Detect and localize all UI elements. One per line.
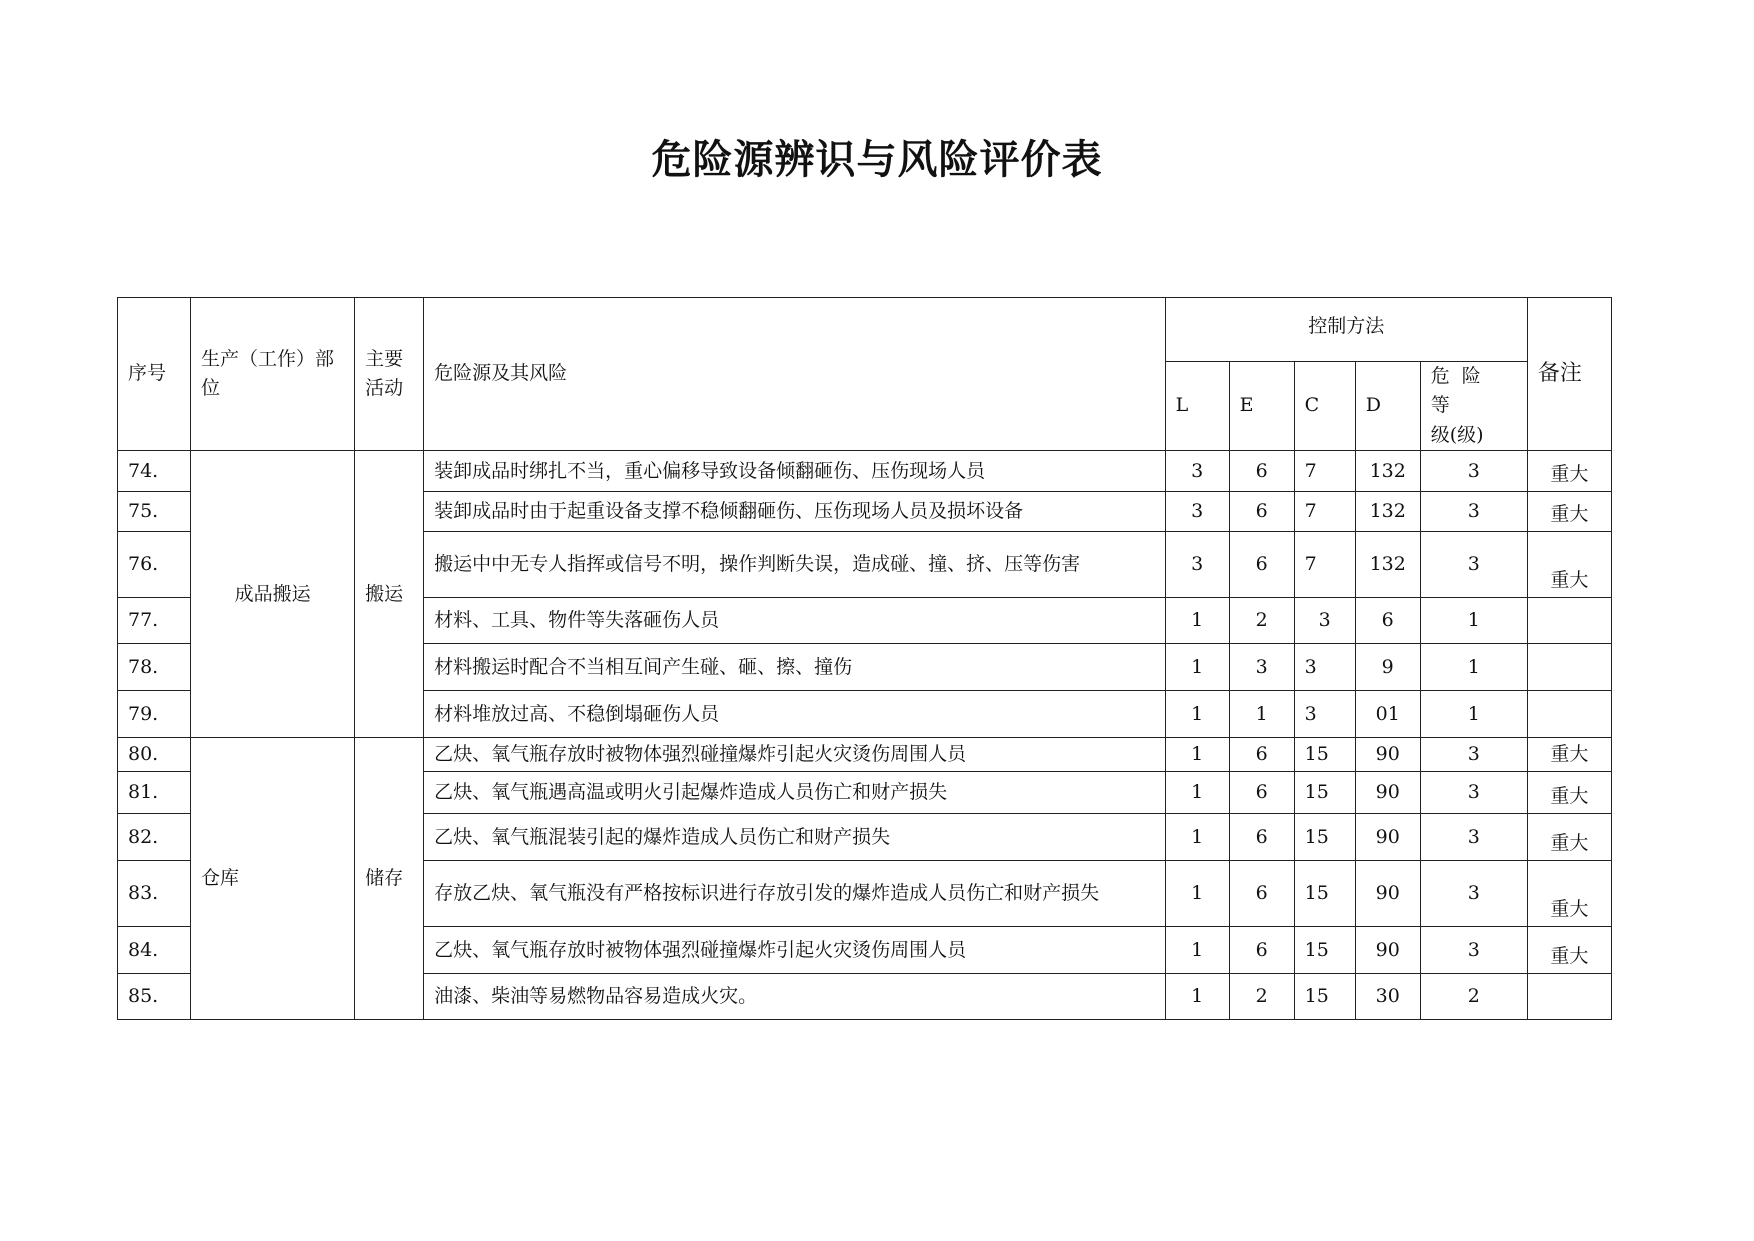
row-seq: 80. [118, 738, 191, 772]
note-value: 重大 [1527, 927, 1611, 974]
c-value: 7 [1294, 451, 1355, 492]
d-value: 9 [1355, 644, 1420, 691]
e-value: 2 [1229, 974, 1294, 1020]
note-value [1527, 644, 1611, 691]
header-level [1420, 362, 1527, 451]
hazard-cell: 乙炔、氧气瓶遇高温或明火引起爆炸造成人员伤亡和财产损失 [424, 772, 1165, 814]
row-seq: 84. [118, 927, 191, 974]
note-value: 重大 [1527, 451, 1611, 492]
hazard-cell: 搬运中中无专人指挥或信号不明，操作判断失误，造成碰、撞、挤、压等伤害 [424, 532, 1165, 598]
header-level-line1: 危险等 [1430, 365, 1493, 417]
activity-cell: 储存 [355, 738, 424, 1020]
level-value: 3 [1420, 532, 1527, 598]
l-value: 1 [1165, 814, 1229, 861]
row-seq: 76. [118, 532, 191, 598]
level-value: 3 [1420, 772, 1527, 814]
c-value: 15 [1294, 738, 1355, 772]
note-value: 重大 [1527, 532, 1611, 598]
d-value: 132 [1355, 532, 1420, 598]
d-value: 90 [1355, 738, 1420, 772]
l-value: 3 [1165, 492, 1229, 532]
d-value: 90 [1355, 927, 1420, 974]
d-value: 90 [1355, 772, 1420, 814]
level-value: 3 [1420, 451, 1527, 492]
row-seq: 78. [118, 644, 191, 691]
note-value [1527, 598, 1611, 644]
header-note: 备注 [1527, 298, 1611, 451]
c-value: 3 [1294, 691, 1355, 738]
e-value: 6 [1229, 927, 1294, 974]
e-value: 1 [1229, 691, 1294, 738]
l-value: 3 [1165, 532, 1229, 598]
c-value: 7 [1294, 532, 1355, 598]
header-hazard: 危险源及其风险 [424, 298, 1165, 451]
header-l: L [1165, 362, 1229, 451]
header-activity: 主要活动 [355, 298, 424, 451]
table-row [118, 451, 1612, 492]
e-value: 6 [1229, 492, 1294, 532]
hazard-cell: 乙炔、氧气瓶存放时被物体强烈碰撞爆炸引起火灾烫伤周围人员 [424, 927, 1165, 974]
header-d: D [1355, 362, 1420, 451]
row-seq: 77. [118, 598, 191, 644]
e-value: 6 [1229, 814, 1294, 861]
hazard-cell: 乙炔、氧气瓶混装引起的爆炸造成人员伤亡和财产损失 [424, 814, 1165, 861]
hazard-cell: 油漆、柴油等易燃物品容易造成火灾。 [424, 974, 1165, 1020]
activity-cell: 搬运 [355, 451, 424, 738]
hazard-cell: 存放乙炔、氧气瓶没有严格按标识进行存放引发的爆炸造成人员伤亡和财产损失 [424, 861, 1165, 927]
c-value: 15 [1294, 814, 1355, 861]
hazard-cell: 材料、工具、物件等失落砸伤人员 [424, 598, 1165, 644]
level-value: 1 [1420, 598, 1527, 644]
c-value: 15 [1294, 861, 1355, 927]
row-seq: 75. [118, 492, 191, 532]
l-value: 3 [1165, 451, 1229, 492]
dept-cell: 成品搬运 [191, 451, 355, 738]
d-value: 01 [1355, 691, 1420, 738]
level-value: 2 [1420, 974, 1527, 1020]
header-dept: 生产（工作）部位 [191, 298, 355, 451]
level-value: 3 [1420, 861, 1527, 927]
d-value: 90 [1355, 861, 1420, 927]
l-value: 1 [1165, 927, 1229, 974]
level-value: 3 [1420, 492, 1527, 532]
table-body [118, 451, 1612, 1020]
row-seq: 85. [118, 974, 191, 1020]
level-value: 3 [1420, 927, 1527, 974]
note-value [1527, 974, 1611, 1020]
row-seq: 82. [118, 814, 191, 861]
row-seq: 79. [118, 691, 191, 738]
hazard-cell: 装卸成品时由于起重设备支撑不稳倾翻砸伤、压伤现场人员及损坏设备 [424, 492, 1165, 532]
note-value: 重大 [1527, 772, 1611, 814]
c-value: 3 [1294, 598, 1355, 644]
l-value: 1 [1165, 772, 1229, 814]
row-seq: 83. [118, 861, 191, 927]
e-value: 6 [1229, 451, 1294, 492]
d-value: 132 [1355, 451, 1420, 492]
e-value: 3 [1229, 644, 1294, 691]
l-value: 1 [1165, 598, 1229, 644]
header-control: 控制方法 [1165, 298, 1527, 362]
c-value: 7 [1294, 492, 1355, 532]
row-seq: 74. [118, 451, 191, 492]
note-value: 重大 [1527, 492, 1611, 532]
header-e: E [1229, 362, 1294, 451]
note-value: 重大 [1527, 814, 1611, 861]
l-value: 1 [1165, 974, 1229, 1020]
c-value: 15 [1294, 927, 1355, 974]
dept-cell: 仓库 [191, 738, 355, 1020]
hazard-cell: 材料堆放过高、不稳倒塌砸伤人员 [424, 691, 1165, 738]
e-value: 6 [1229, 738, 1294, 772]
e-value: 6 [1229, 772, 1294, 814]
note-value [1527, 691, 1611, 738]
page-title: 危险源辨识与风险评价表 [651, 137, 1103, 183]
note-value: 重大 [1527, 861, 1611, 927]
level-value: 1 [1420, 644, 1527, 691]
e-value: 2 [1229, 598, 1294, 644]
d-value: 30 [1355, 974, 1420, 1020]
l-value: 1 [1165, 691, 1229, 738]
l-value: 1 [1165, 738, 1229, 772]
level-value: 1 [1420, 691, 1527, 738]
c-value: 15 [1294, 974, 1355, 1020]
e-value: 6 [1229, 532, 1294, 598]
level-value: 3 [1420, 738, 1527, 772]
l-value: 1 [1165, 861, 1229, 927]
c-value: 15 [1294, 772, 1355, 814]
header-c: C [1294, 362, 1355, 451]
level-value: 3 [1420, 814, 1527, 861]
l-value: 1 [1165, 644, 1229, 691]
c-value: 3 [1294, 644, 1355, 691]
header-level-line2: 级(级) [1430, 423, 1484, 446]
risk-table [117, 297, 1612, 1020]
d-value: 6 [1355, 598, 1420, 644]
row-seq: 81. [118, 772, 191, 814]
e-value: 6 [1229, 861, 1294, 927]
table-row [118, 738, 1612, 772]
note-value: 重大 [1527, 738, 1611, 772]
d-value: 90 [1355, 814, 1420, 861]
hazard-cell: 乙炔、氧气瓶存放时被物体强烈碰撞爆炸引起火灾烫伤周围人员 [424, 738, 1165, 772]
header-seq: 序号 [118, 298, 191, 451]
d-value: 132 [1355, 492, 1420, 532]
hazard-cell: 装卸成品时绑扎不当，重心偏移导致设备倾翻砸伤、压伤现场人员 [424, 451, 1165, 492]
hazard-cell: 材料搬运时配合不当相互间产生碰、砸、擦、撞伤 [424, 644, 1165, 691]
